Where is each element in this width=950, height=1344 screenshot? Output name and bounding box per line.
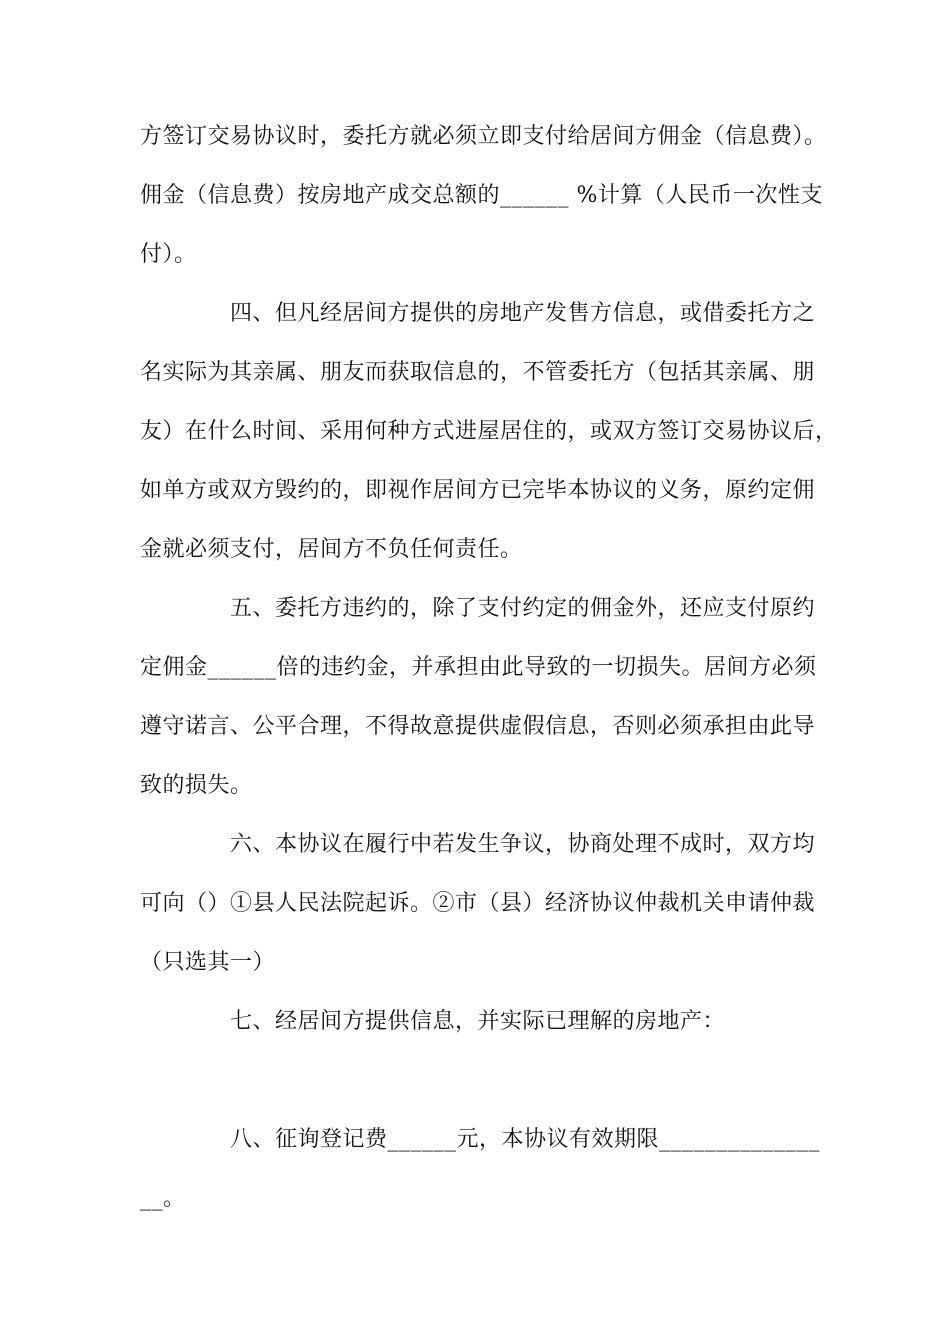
clause-8-line-1: 八、征询登记费______元，本协议有效期限______________ bbox=[230, 1127, 821, 1152]
text-line-3: 付）。 bbox=[140, 242, 197, 267]
clause-5-line-4: 致的损失。 bbox=[140, 773, 253, 798]
clause-4-line-5: 金就必须支付，居间方不负任何责任。 bbox=[140, 537, 523, 562]
clause-6-line-3: （只选其一） bbox=[140, 950, 276, 975]
clause-4-line-4: 如单方或双方毁约的，即视作居间方已完毕本协议的义务，原约定佣 bbox=[140, 478, 816, 503]
text-line-1: 方签订交易协议时，委托方就必须立即支付给居间方佣金（信息费）。 bbox=[140, 124, 827, 149]
clause-5-line-1: 五、委托方违约的，除了支付约定的佣金外，还应支付原约 bbox=[230, 596, 816, 621]
clause-7-line-1: 七、经居间方提供信息，并实际已理解的房地产： bbox=[230, 1009, 726, 1034]
clause-4-line-2: 名实际为其亲属、朋友而获取信息的，不管委托方（包括其亲属、朋 bbox=[140, 360, 816, 385]
text-line-2: 佣金（信息费）按房地产成交总额的______ %计算（人民币一次性支 bbox=[140, 183, 823, 208]
clause-6-line-1: 六、本协议在履行中若发生争议，协商处理不成时，双方均 bbox=[230, 832, 816, 857]
clause-8-line-2: __。 bbox=[140, 1186, 186, 1211]
clause-5-line-3: 遵守诺言、公平合理，不得故意提供虚假信息，否则必须承担由此导 bbox=[140, 714, 816, 739]
clause-6-line-2: 可向（）①县人民法院起诉。②市（县）经济协议仲裁机关申请仲裁 bbox=[140, 891, 816, 916]
clause-5-line-2: 定佣金______倍的违约金，并承担由此导致的一切损失。居间方必须 bbox=[140, 655, 817, 680]
clause-4-line-3: 友）在什么时间、采用何种方式进屋居住的，或双方签订交易协议后， bbox=[140, 419, 838, 444]
clause-4-line-1: 四、但凡经居间方提供的房地产发售方信息，或借委托方之 bbox=[230, 301, 816, 326]
